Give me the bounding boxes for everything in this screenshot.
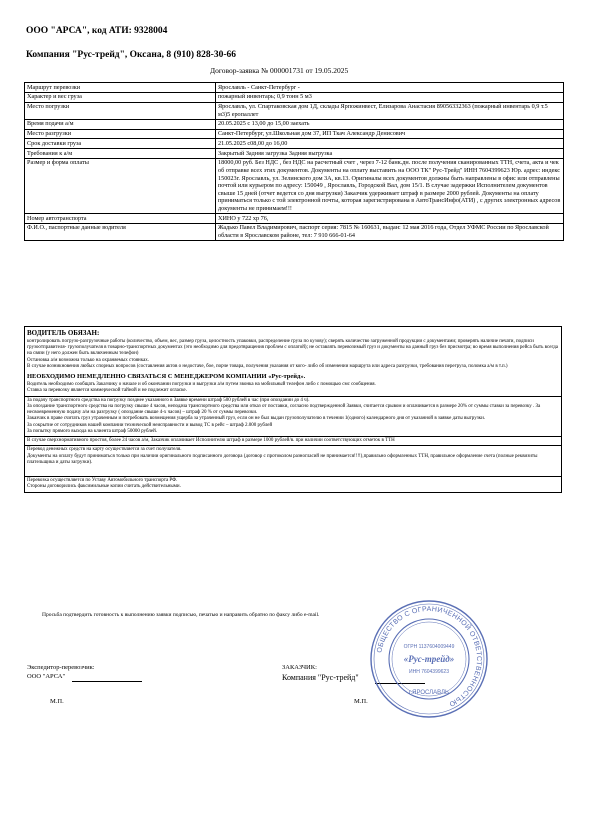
table-row — [25, 213, 564, 223]
forwarder-signature-line — [72, 681, 142, 682]
stamp-ogrn: ОГРН 1137604009449 — [403, 644, 455, 650]
forwarder-company: ООО "АРСА" — [27, 673, 66, 680]
fine-p5: За попытку прямого выхода на клиента штраф 50000 рублей. — [27, 428, 158, 434]
contact-manager-title: НЕОБХОДИМО НЕМЕДЛЕННО СВЯЗАТЬСЯ С МЕНЕДЖЕРОМ КОМПАНИИ «Рус-трейд». — [27, 373, 306, 380]
company-stamp — [368, 598, 490, 720]
driver-obligations-title: ВОДИТЕЛЬ ОБЯЗАН: — [27, 329, 100, 337]
table-row — [25, 102, 564, 119]
confirmation-request: Просьба подтвердить готовность к выполнению заявки подписью, печатью и направить обратно по факсу либо e-mail. — [42, 612, 320, 618]
table-row — [25, 139, 564, 149]
table-row — [25, 92, 564, 102]
seal-place-left: М.П. — [50, 698, 64, 705]
table-row — [25, 83, 564, 93]
row-label: Требования к а/м — [25, 149, 216, 159]
header-company-arsa: ООО "АРСА", код АТИ: 9328004 — [26, 26, 168, 36]
stamp-city: г.ЯРОСЛАВЛЬ — [409, 690, 449, 696]
table-row — [25, 119, 564, 129]
forwarder-label: Экспедитор-перевозчик: — [27, 664, 95, 671]
driver-p2: Остановка а/м возможна только на охраняемых стоянках. — [27, 357, 150, 363]
contract-table — [24, 82, 564, 241]
row-value: 20.05.2025 с 13,00 до 15,00 заехать — [216, 119, 564, 129]
row-value: Жадько Павел Владимирович, паспорт серия: 7815 № 160631, выдан: 12 мая 2016 года, Отдел УФМС России по Ярославской области в Ярославском районе, тел: 7 910 666-01-64 — [216, 223, 564, 240]
row-label: Характер и вес груза — [25, 92, 216, 102]
row-label: Маршрут перевозки — [25, 83, 216, 93]
row-label: Размер и форма оплаты — [25, 158, 216, 213]
fine-p4: За сокрытие от сотрудников нашей компании технической неисправности и вывод ТС в рейс – штраф 2.000 рублей — [27, 422, 273, 428]
row-label: Срок доставки груза — [25, 139, 216, 149]
seal-place-right: М.П. — [354, 698, 368, 705]
fine-p3: Заказчик в праве считать груз утраченным и потребовать возмещения ущерба за утраченный груз, если он не был выдан грузополучателю в течении 1(одного) календарного дня от указанной в заявке даты выгрузки. — [27, 416, 486, 422]
customer-company: Компания "Рус-трейд" — [282, 673, 359, 682]
stamp-inn: ИНН 7604399623 — [408, 669, 450, 675]
row-label: Место разгрузки — [25, 129, 216, 139]
row-value: Ярославль - Санкт-Петербург - — [216, 83, 564, 93]
fine-p1: За подачу транспортного средства на погрузку позднее указанного в Заявке времени штраф 500 рублей в час (при опоздании до 4 ч). — [27, 397, 310, 403]
row-value: 21.05.2025 с08,00 до 16,00 — [216, 139, 564, 149]
table-row — [25, 223, 564, 240]
driver-p5: Ставка за перевозку является коммерческой тайной и не подлежит огласке. — [27, 388, 187, 394]
row-value: Ярославль, ул. Спартаковская дом 1Д, склады Ярпожинвест, Елизарова Анастасия 89056332363 (пожарный инвентарь 0,9 т.5 м3)5 еропаллет — [216, 102, 564, 119]
table-row — [25, 129, 564, 139]
driver-p3: В случае возникновения любых спорных вопросов (составления актов о недостаче, бое, порче товара, получения указания от кого- либо об изменении маршрута или адреса разгрузки, требования перегруза, поломка а/м в т.п.) — [27, 363, 508, 369]
driver-obligations-box — [24, 326, 562, 493]
row-label: Место погрузки — [25, 102, 216, 119]
fine-p2: За опоздание транспортного средства на погрузку свыше 4 часов, неподача транспортного средства или отказ от поставки, согласно подтвержденной Заявки, считается срывом и оплачивается в размере 20% от суммы ставки за перевозку . За несвоевременную подачу а/м на разгрузку ( опоздание свыше 4-х часов) – штраф 20 % от суммы перевозки. — [27, 403, 541, 416]
row-label: Время подачи а/м — [25, 119, 216, 129]
row-value: ХИНО у 722 хр 76, — [216, 213, 564, 223]
table-row — [25, 149, 564, 159]
driver-p1: контролировать погрузо-разгрузочные работы (количество, объем, вес, размер груза, целостность упаковки, распределение груза по кузову); сверять количество загруженной продукции с документами; проверять наличие печати, подписи грузоотправителя- грузополучателя в товарно-транспортных документах (это необходимо для предотвращения проблем с оплатой); не оставлять перевозимый груз и документы на данный груз без присмотра; во время выполнения рейса быть всегда на связи (у него должен быть включенным телефон) — [27, 338, 559, 357]
row-label: Номер автотранспорта — [25, 213, 216, 223]
contract-title: Договор-заявка № 000001731 от 19.05.2025 — [210, 66, 349, 75]
stamp-ring-text: ОБЩЕСТВО С ОГРАНИЧЕННОЙ ОТВЕТСТВЕННОСТЬЮ — [376, 605, 483, 708]
row-value: Закрытый Задняя загрузка Задняя выгрузка — [216, 149, 564, 159]
row-label: Ф.И.О., паспортные данные водителя — [25, 223, 216, 240]
terms-p2: Стороны договорились факсимильные копии считать действительными. — [27, 484, 181, 490]
fine-p6: В случае сверхнормативного простоя, более 24 часов а/м, Заказчик оплачивает Исполнителю штраф в размере 1000 рублей/в. при наличии соответствующих отметок в ТТН — [27, 438, 395, 444]
header-company-rus-treid: Компания "Рус-трейд", Оксана, 8 (910) 828-30-66 — [26, 50, 236, 60]
driver-p4: Водитель необходимо сообщать Заказчику о начале и об окончании погрузки и выгрузки а/м путем звонка на мобильный телефон либо с помощью смс сообщения. — [27, 382, 376, 388]
fine-p8: Документы на оплату будут приниматься только при наличии оригинального подписанного договора (договор с протоколом разногласий не принимается!!!!),правильно оформленных ТТН, правильное оформление счета (полные реквизиты плательщика и даты загрузки). — [27, 453, 538, 465]
customer-label: ЗАКАЗЧИК: — [282, 664, 317, 671]
row-value: пожарный инвентарь; 0,9 тонн 5 м3 — [216, 92, 564, 102]
table-row — [25, 158, 564, 213]
row-value: Санкт-Петербург, ул.Школьная дом 37, ИП Ткач Александр Денисович — [216, 129, 564, 139]
fine-p7: Перевод денежных средств на карту осуществляется за счет получателя. — [27, 447, 182, 453]
stamp-name: «Рус-трейд» — [403, 654, 455, 664]
terms-p1: Перевозка осуществляется по Уставу Автомобильного транспорта РФ. — [27, 478, 178, 484]
row-value: 18000,00 руб. Без НДС , без НДС на расчетный счет , через 7-12 банк.дн. после получения сканированных ТТН, счета, акта и чек об отправке всех этих документов. Документы на оплату выставить на ООО ТК" Рус-Трейд" ИНН 7604399623 Юр. адрес: индекс 150023г. Ярославль, ул. Зелинского дом 3А, кв.13. Оригиналы всех документов должны быть направлены в офис или отправлены почтой или курьером по адресу: 150049 , Ярославль, Городской Вал, дом 15/1. В случае задержки Исполнителем документов свыше 15 дней (отчет ведется со дня выгрузки) Заказчик удерживает штраф в размере 2000 рублей. Документы на оплату приниматься только с той электронной почты, которая зарегистрирована в АвтоТрансИнфо(АТИ) , с других электронных адресов документы не принимаем!!! — [216, 158, 564, 213]
